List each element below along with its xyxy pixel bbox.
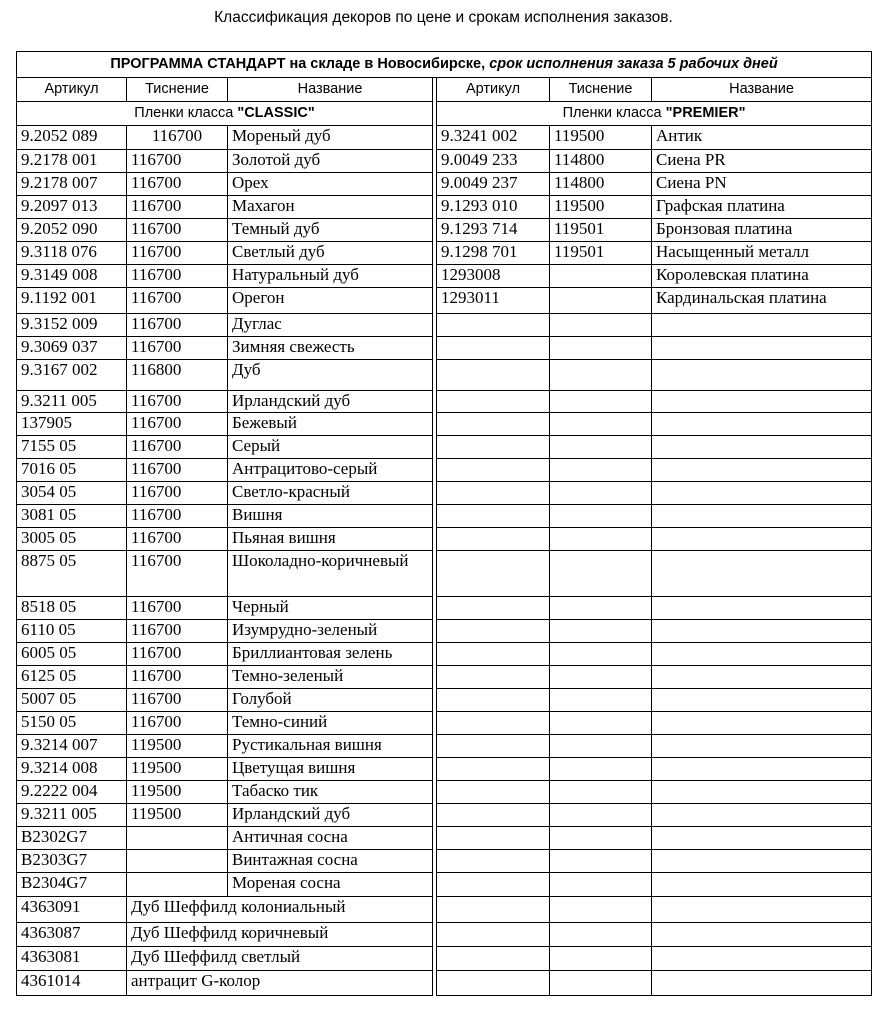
classic-name: Изумрудно-зеленый [228, 620, 433, 643]
classic-name: Пьяная вишня [228, 528, 433, 551]
premier-name [652, 620, 872, 643]
premier-article [437, 505, 550, 528]
premier-article [437, 804, 550, 827]
banner-emphasis: срок исполнения заказа 5 рабочих дней [489, 56, 778, 72]
classic-name: Бриллиантовая зелень [228, 643, 433, 666]
classic-embossing: 116700 [127, 505, 228, 528]
classic-article: 9.2178 001 [17, 150, 127, 173]
classic-embossing [127, 850, 228, 873]
classic-article: 9.2178 007 [17, 173, 127, 196]
premier-article [437, 758, 550, 781]
classic-name: Винтажная сосна [228, 850, 433, 873]
premier-name [652, 804, 872, 827]
classic-embossing-header: Тиснение [127, 78, 228, 102]
table-row [17, 781, 872, 804]
premier-embossing [550, 873, 652, 897]
classic-name: Дуб Шеффилд светлый [127, 947, 433, 971]
classic-name: Ирландский дуб [228, 391, 433, 413]
premier-article: 9.1298 701 [437, 242, 550, 265]
premier-article: 9.1293 714 [437, 219, 550, 242]
table-row [17, 314, 872, 337]
premier-article [437, 459, 550, 482]
table-row [17, 735, 872, 758]
program-banner-cell [17, 52, 872, 78]
premier-embossing [550, 689, 652, 712]
column-header-row [17, 78, 872, 102]
premier-embossing [550, 643, 652, 666]
premier-article [437, 666, 550, 689]
classic-embossing: 116700 [127, 242, 228, 265]
premier-article [437, 971, 550, 996]
table-row [17, 391, 872, 413]
premier-embossing [550, 971, 652, 996]
classic-article: 4361014 [17, 971, 127, 996]
premier-article [437, 827, 550, 850]
premier-name [652, 360, 872, 391]
film-class-row [17, 102, 872, 126]
classic-embossing: 116700 [127, 436, 228, 459]
table-row [17, 897, 872, 923]
table-row [17, 827, 872, 850]
classic-article: B2302G7 [17, 827, 127, 850]
premier-embossing: 114800 [550, 173, 652, 196]
classic-name: Серый [228, 436, 433, 459]
table-row [17, 873, 872, 897]
premier-article [437, 923, 550, 947]
premier-name: Королевская платина [652, 265, 872, 288]
table-row [17, 947, 872, 971]
premier-embossing [550, 360, 652, 391]
classic-name: Мореный дуб [228, 126, 433, 150]
classic-name: Темно-синий [228, 712, 433, 735]
classic-article: 3081 05 [17, 505, 127, 528]
premier-embossing [550, 758, 652, 781]
table-row [17, 126, 872, 150]
premier-article [437, 873, 550, 897]
premier-name [652, 850, 872, 873]
table-row [17, 804, 872, 827]
premier-name [652, 597, 872, 620]
premier-name-header: Название [652, 78, 872, 102]
premier-embossing [550, 781, 652, 804]
premier-embossing: 119500 [550, 196, 652, 219]
table-row [17, 242, 872, 265]
table-row [17, 482, 872, 505]
classic-name: Махагон [228, 196, 433, 219]
table-row [17, 265, 872, 288]
premier-article [437, 528, 550, 551]
classic-embossing: 116700 [127, 551, 228, 597]
classic-article: 8875 05 [17, 551, 127, 597]
classic-name: антрацит G-колор [127, 971, 433, 996]
classic-name: Шоколадно-коричневый [228, 551, 433, 597]
premier-name: Бронзовая платина [652, 219, 872, 242]
premier-name [652, 923, 872, 947]
classic-article: 6125 05 [17, 666, 127, 689]
premier-embossing [550, 850, 652, 873]
classic-embossing: 119500 [127, 735, 228, 758]
classic-article: 9.2222 004 [17, 781, 127, 804]
classic-embossing: 116700 [127, 413, 228, 436]
classic-embossing: 116700 [127, 173, 228, 196]
premier-name [652, 482, 872, 505]
classic-name: Цветущая вишня [228, 758, 433, 781]
premier-embossing [550, 551, 652, 597]
premier-article: 9.0049 233 [437, 150, 550, 173]
table-row [17, 173, 872, 196]
classic-article: 137905 [17, 413, 127, 436]
classic-name: Орегон [228, 288, 433, 314]
classic-article: 9.3211 005 [17, 804, 127, 827]
classic-name: Рустикальная вишня [228, 735, 433, 758]
premier-article [437, 391, 550, 413]
premier-article: 9.0049 237 [437, 173, 550, 196]
classic-name: Дуб Шеффилд колониальный [127, 897, 433, 923]
classic-name-header: Название [228, 78, 433, 102]
classic-embossing [127, 873, 228, 897]
premier-name: Насыщенный металл [652, 242, 872, 265]
premier-embossing [550, 528, 652, 551]
premier-article [437, 781, 550, 804]
premier-embossing [550, 482, 652, 505]
classic-embossing: 116700 [127, 643, 228, 666]
premier-article: 1293008 [437, 265, 550, 288]
classic-article: 7155 05 [17, 436, 127, 459]
premier-embossing [550, 436, 652, 459]
premier-article [437, 337, 550, 360]
classic-name: Бежевый [228, 413, 433, 436]
classic-article: 9.3069 037 [17, 337, 127, 360]
classic-embossing: 116700 [127, 689, 228, 712]
premier-name: Антик [652, 126, 872, 150]
classic-class-label: Пленки класса [134, 105, 234, 121]
classic-embossing: 116700 [127, 337, 228, 360]
classic-name: Дуб [228, 360, 433, 391]
premier-article [437, 482, 550, 505]
classic-article: 5150 05 [17, 712, 127, 735]
classic-name: Антрацитово-серый [228, 459, 433, 482]
classic-embossing: 116700 [127, 126, 228, 150]
premier-article [437, 689, 550, 712]
premier-embossing [550, 712, 652, 735]
classic-article: 3005 05 [17, 528, 127, 551]
classic-article: B2303G7 [17, 850, 127, 873]
table-row [17, 689, 872, 712]
premier-article [437, 597, 550, 620]
classic-name: Светло-красный [228, 482, 433, 505]
premier-name [652, 666, 872, 689]
table-row [17, 219, 872, 242]
premier-article [437, 436, 550, 459]
classic-embossing: 116700 [127, 314, 228, 337]
table-row [17, 551, 872, 597]
classic-article: B2304G7 [17, 873, 127, 897]
classic-article: 9.3214 007 [17, 735, 127, 758]
table-row [17, 436, 872, 459]
table-row [17, 643, 872, 666]
table-row [17, 196, 872, 219]
premier-embossing [550, 314, 652, 337]
premier-name [652, 712, 872, 735]
classic-name: Табаско тик [228, 781, 433, 804]
classic-class-heading [17, 102, 433, 126]
table-row [17, 528, 872, 551]
classic-article: 9.1192 001 [17, 288, 127, 314]
premier-embossing [550, 597, 652, 620]
classic-name: Темный дуб [228, 219, 433, 242]
classic-embossing: 119500 [127, 804, 228, 827]
classic-name: Натуральный дуб [228, 265, 433, 288]
premier-embossing: 119500 [550, 126, 652, 150]
premier-name [652, 781, 872, 804]
table-row [17, 459, 872, 482]
premier-embossing [550, 288, 652, 314]
classic-embossing: 119500 [127, 758, 228, 781]
classic-embossing: 116700 [127, 620, 228, 643]
program-banner [17, 52, 872, 78]
premier-name [652, 528, 872, 551]
premier-article [437, 735, 550, 758]
classic-name: Вишня [228, 505, 433, 528]
classic-article: 4363081 [17, 947, 127, 971]
premier-embossing [550, 413, 652, 436]
classic-article: 6110 05 [17, 620, 127, 643]
classic-article: 9.3214 008 [17, 758, 127, 781]
classic-name: Черный [228, 597, 433, 620]
premier-article [437, 551, 550, 597]
table-row [17, 360, 872, 391]
classic-name: Античная сосна [228, 827, 433, 850]
classic-name: Золотой дуб [228, 150, 433, 173]
classic-article: 8518 05 [17, 597, 127, 620]
premier-name: Графская платина [652, 196, 872, 219]
classic-article: 7016 05 [17, 459, 127, 482]
classic-embossing: 116700 [127, 391, 228, 413]
classic-embossing: 116700 [127, 482, 228, 505]
classic-embossing: 116700 [127, 265, 228, 288]
premier-name [652, 643, 872, 666]
premier-embossing: 119501 [550, 219, 652, 242]
page-title: Классификация декоров по цене и срокам исполнения заказов. [214, 9, 673, 26]
classic-article: 9.3167 002 [17, 360, 127, 391]
table-row [17, 712, 872, 735]
classic-name: Темно-зеленый [228, 666, 433, 689]
classic-article: 9.3149 008 [17, 265, 127, 288]
classic-article: 9.3118 076 [17, 242, 127, 265]
premier-embossing [550, 897, 652, 923]
premier-embossing-header: Тиснение [550, 78, 652, 102]
table-row [17, 413, 872, 436]
premier-embossing [550, 827, 652, 850]
premier-embossing [550, 947, 652, 971]
classic-class-name: "CLASSIC" [237, 105, 315, 121]
decor-table [16, 51, 872, 996]
classic-article: 9.3152 009 [17, 314, 127, 337]
classic-article: 9.2052 090 [17, 219, 127, 242]
classic-embossing: 116700 [127, 666, 228, 689]
table-row [17, 850, 872, 873]
table-row [17, 620, 872, 643]
premier-name [652, 314, 872, 337]
premier-embossing [550, 459, 652, 482]
table-row [17, 666, 872, 689]
premier-embossing [550, 620, 652, 643]
premier-name [652, 897, 872, 923]
premier-article: 1293011 [437, 288, 550, 314]
classic-name: Светлый дуб [228, 242, 433, 265]
classic-article: 5007 05 [17, 689, 127, 712]
premier-embossing: 114800 [550, 150, 652, 173]
classic-name: Орех [228, 173, 433, 196]
classic-article: 4363087 [17, 923, 127, 947]
classic-embossing [127, 827, 228, 850]
classic-embossing: 116700 [127, 150, 228, 173]
premier-name [652, 337, 872, 360]
classic-embossing: 116700 [127, 219, 228, 242]
classic-article: 9.2097 013 [17, 196, 127, 219]
premier-embossing [550, 265, 652, 288]
premier-article [437, 712, 550, 735]
premier-name [652, 689, 872, 712]
premier-embossing [550, 666, 652, 689]
premier-article [437, 947, 550, 971]
classic-article: 3054 05 [17, 482, 127, 505]
premier-article [437, 897, 550, 923]
premier-name [652, 391, 872, 413]
table-row [17, 337, 872, 360]
premier-name [652, 505, 872, 528]
premier-name [652, 873, 872, 897]
classic-embossing: 116700 [127, 597, 228, 620]
classic-article: 9.2052 089 [17, 126, 127, 150]
classic-embossing: 116700 [127, 528, 228, 551]
premier-article [437, 314, 550, 337]
classic-embossing: 119500 [127, 781, 228, 804]
premier-embossing: 119501 [550, 242, 652, 265]
premier-name: Сиена PR [652, 150, 872, 173]
premier-article [437, 850, 550, 873]
premier-class-name: "PREMIER" [665, 105, 746, 121]
table-row [17, 597, 872, 620]
premier-article [437, 360, 550, 391]
classic-embossing: 116800 [127, 360, 228, 391]
premier-embossing [550, 505, 652, 528]
classic-embossing: 116700 [127, 196, 228, 219]
premier-name: Кардинальская платина [652, 288, 872, 314]
premier-name [652, 758, 872, 781]
premier-article: 9.1293 010 [437, 196, 550, 219]
premier-embossing [550, 923, 652, 947]
classic-embossing: 116700 [127, 712, 228, 735]
premier-embossing [550, 735, 652, 758]
premier-article [437, 620, 550, 643]
premier-name [652, 735, 872, 758]
premier-embossing [550, 337, 652, 360]
classic-article: 9.3211 005 [17, 391, 127, 413]
classic-article-header: Артикул [17, 78, 127, 102]
premier-name: Сиена PN [652, 173, 872, 196]
premier-name [652, 413, 872, 436]
premier-article [437, 413, 550, 436]
premier-article: 9.3241 002 [437, 126, 550, 150]
classic-name: Дуглас [228, 314, 433, 337]
classic-name: Ирландский дуб [228, 804, 433, 827]
table-row [17, 923, 872, 947]
classic-embossing: 116700 [127, 459, 228, 482]
classic-name: Голубой [228, 689, 433, 712]
classic-name: Дуб Шеффилд коричневый [127, 923, 433, 947]
table-row [17, 758, 872, 781]
table-row [17, 150, 872, 173]
premier-name [652, 947, 872, 971]
classic-name: Мореная сосна [228, 873, 433, 897]
premier-class-heading [437, 102, 872, 126]
table-row [17, 971, 872, 996]
classic-article: 4363091 [17, 897, 127, 923]
premier-name [652, 436, 872, 459]
classic-name: Зимняя свежесть [228, 337, 433, 360]
banner-main: ПРОГРАММА СТАНДАРТ на складе в Новосибирске, [110, 56, 486, 72]
table-row [17, 288, 872, 314]
classic-embossing: 116700 [127, 288, 228, 314]
table-row [17, 505, 872, 528]
premier-name [652, 551, 872, 597]
premier-class-label: Пленки класса [562, 105, 662, 121]
classic-article: 6005 05 [17, 643, 127, 666]
premier-name [652, 971, 872, 996]
premier-name [652, 827, 872, 850]
premier-article-header: Артикул [437, 78, 550, 102]
premier-embossing [550, 391, 652, 413]
premier-embossing [550, 804, 652, 827]
premier-name [652, 459, 872, 482]
premier-article [437, 643, 550, 666]
